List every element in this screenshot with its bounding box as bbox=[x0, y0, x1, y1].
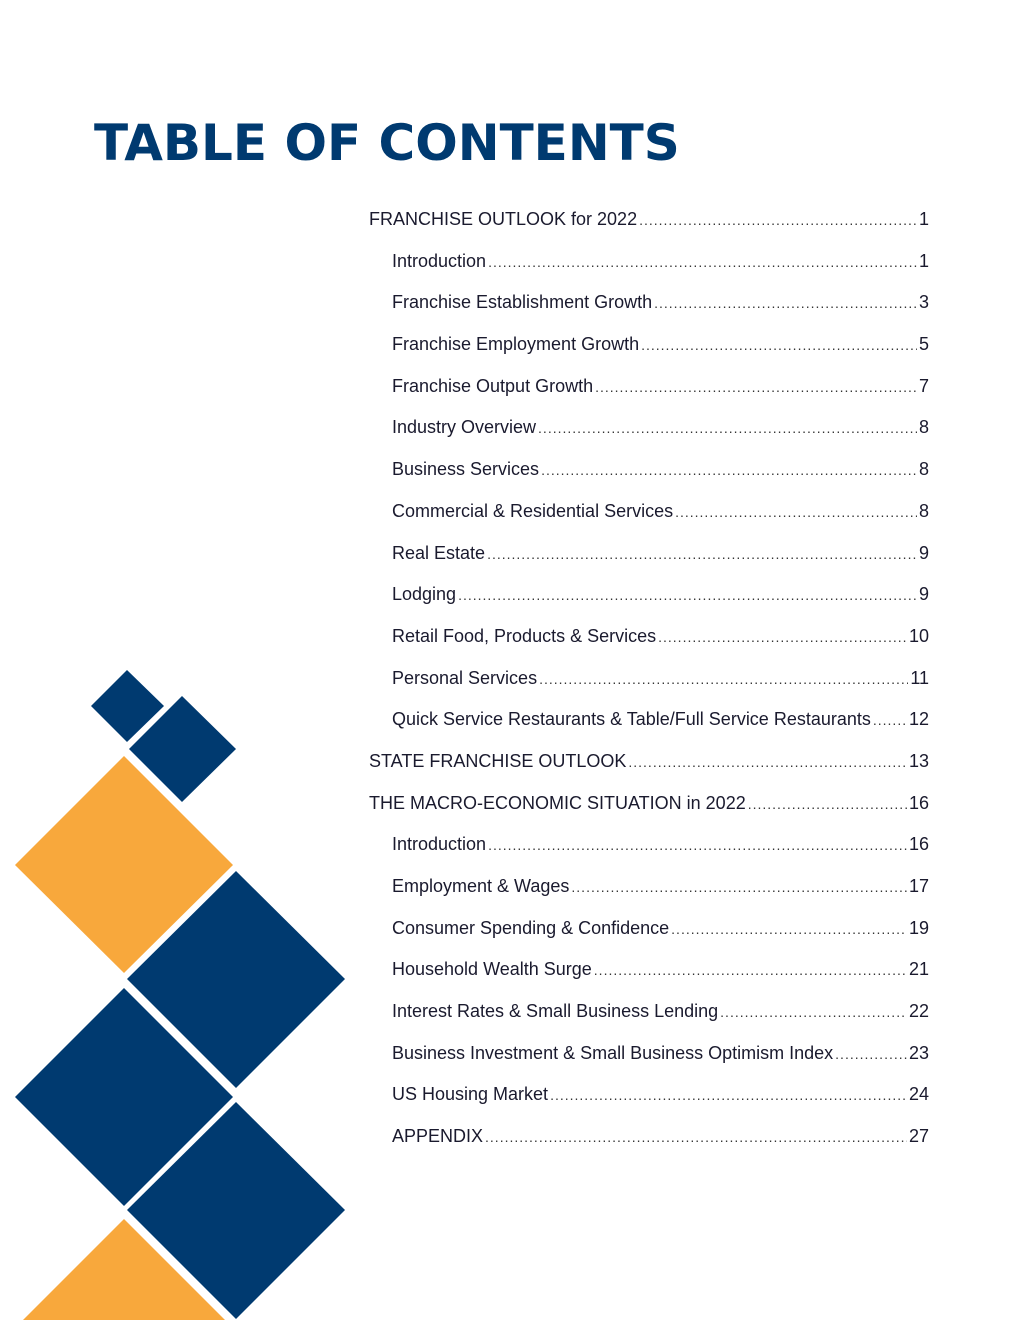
toc-leader-dots bbox=[550, 1075, 907, 1117]
toc-entry[interactable] bbox=[369, 866, 929, 908]
toc-entry-label: Household Wealth Surge bbox=[392, 959, 592, 980]
toc-entry-page: 1 bbox=[918, 209, 929, 229]
table-of-contents bbox=[369, 199, 929, 1158]
toc-entry-label: Commercial & Residential Services bbox=[392, 500, 674, 521]
toc-entry[interactable] bbox=[369, 949, 929, 991]
toc-entry[interactable] bbox=[369, 741, 929, 783]
toc-entry[interactable] bbox=[369, 908, 929, 950]
toc-entry-label: Quick Service Restaurants & Table/Full Service Restaurants bbox=[392, 709, 871, 730]
toc-entry[interactable] bbox=[369, 199, 929, 241]
toc-entry-page: 19 bbox=[908, 917, 929, 938]
toc-entry-label: Franchise Output Growth bbox=[392, 375, 594, 396]
toc-leader-dots bbox=[485, 1117, 907, 1159]
toc-entry[interactable] bbox=[369, 616, 929, 658]
toc-entry-label: Franchise Establishment Growth bbox=[392, 292, 653, 313]
toc-entry[interactable] bbox=[369, 1116, 929, 1158]
toc-entry-page: 12 bbox=[908, 709, 929, 730]
toc-entry-label: STATE FRANCHISE OUTLOOK bbox=[369, 750, 627, 771]
toc-entry-label: Business Investment & Small Business Optimism Index bbox=[392, 1042, 834, 1063]
toc-entry-page: 5 bbox=[918, 334, 929, 355]
toc-entry[interactable] bbox=[369, 282, 929, 324]
toc-leader-dots bbox=[873, 700, 907, 742]
toc-leader-dots bbox=[748, 784, 907, 826]
toc-leader-dots bbox=[538, 408, 917, 450]
toc-leader-dots bbox=[835, 1034, 907, 1076]
toc-entry-label: APPENDIX bbox=[392, 1126, 484, 1147]
toc-entry-page: 22 bbox=[908, 1001, 929, 1022]
toc-entry-label: Introduction bbox=[392, 834, 487, 855]
toc-leader-dots bbox=[639, 200, 917, 242]
toc-entry-page: 1 bbox=[918, 250, 929, 271]
toc-leader-dots bbox=[671, 909, 907, 951]
toc-entry-page: 24 bbox=[908, 1084, 929, 1105]
toc-entry-page: 3 bbox=[918, 292, 929, 313]
toc-entry-page: 9 bbox=[918, 584, 929, 605]
toc-entry-label: Franchise Employment Growth bbox=[392, 334, 640, 355]
toc-leader-dots bbox=[488, 242, 917, 284]
toc-entry[interactable] bbox=[369, 241, 929, 283]
toc-leader-dots bbox=[658, 617, 907, 659]
toc-entry-page: 27 bbox=[908, 1126, 929, 1147]
toc-leader-dots bbox=[541, 450, 917, 492]
toc-entry-label: Retail Food, Products & Services bbox=[392, 625, 657, 646]
toc-entry-label: Interest Rates & Small Business Lending bbox=[392, 1001, 719, 1022]
toc-entry-page: 23 bbox=[908, 1042, 929, 1063]
toc-entry-page: 13 bbox=[908, 750, 929, 771]
toc-leader-dots bbox=[488, 825, 907, 867]
toc-entry-page: 16 bbox=[908, 834, 929, 855]
toc-entry[interactable] bbox=[369, 533, 929, 575]
toc-leader-dots bbox=[720, 992, 907, 1034]
toc-entry[interactable] bbox=[369, 783, 929, 825]
toc-entry[interactable] bbox=[369, 991, 929, 1033]
toc-entry-page: 8 bbox=[918, 417, 929, 438]
toc-leader-dots bbox=[594, 950, 907, 992]
toc-leader-dots bbox=[487, 534, 917, 576]
toc-entry-label: Introduction bbox=[392, 250, 487, 271]
toc-entry-page: 17 bbox=[908, 876, 929, 896]
toc-entry[interactable] bbox=[369, 574, 929, 616]
toc-entry-label: Business Services bbox=[392, 459, 540, 480]
decorative-diamonds bbox=[0, 660, 360, 1320]
toc-entry-page: 8 bbox=[918, 500, 929, 521]
toc-entry[interactable] bbox=[369, 324, 929, 366]
toc-entry-page: 7 bbox=[918, 375, 929, 396]
toc-leader-dots bbox=[641, 325, 917, 367]
toc-entry[interactable] bbox=[369, 1074, 929, 1116]
toc-entry-page: 16 bbox=[908, 792, 929, 813]
toc-entry-label: FRANCHISE OUTLOOK for 2022 bbox=[369, 209, 638, 229]
toc-entry-page: 21 bbox=[908, 959, 929, 980]
page-title: TABLE OF CONTENTS bbox=[94, 114, 680, 172]
toc-leader-dots bbox=[539, 659, 908, 701]
toc-entry-label: THE MACRO-ECONOMIC SITUATION in 2022 bbox=[369, 792, 746, 813]
toc-leader-dots bbox=[458, 575, 917, 617]
toc-entry-label: Consumer Spending & Confidence bbox=[392, 917, 670, 938]
toc-entry-label: Industry Overview bbox=[392, 417, 537, 438]
toc-entry-page: 10 bbox=[908, 625, 929, 646]
toc-entry[interactable] bbox=[369, 824, 929, 866]
toc-entry[interactable] bbox=[369, 658, 929, 700]
toc-leader-dots bbox=[654, 283, 917, 325]
toc-leader-dots bbox=[571, 867, 907, 909]
toc-entry-page: 9 bbox=[918, 542, 929, 563]
toc-entry[interactable] bbox=[369, 366, 929, 408]
toc-leader-dots bbox=[628, 742, 907, 784]
toc-entry[interactable] bbox=[369, 699, 929, 741]
toc-leader-dots bbox=[595, 367, 917, 409]
toc-entry-label: Real Estate bbox=[392, 542, 486, 563]
toc-entry-page: 8 bbox=[918, 459, 929, 480]
toc-entry[interactable] bbox=[369, 491, 929, 533]
toc-entry-label: Personal Services bbox=[392, 667, 538, 688]
toc-entry[interactable] bbox=[369, 1033, 929, 1075]
toc-entry-label: US Housing Market bbox=[392, 1084, 549, 1105]
toc-entry-label: Lodging bbox=[392, 584, 457, 605]
toc-entry-label: Employment & Wages bbox=[392, 876, 570, 896]
toc-entry[interactable] bbox=[369, 449, 929, 491]
toc-entry[interactable] bbox=[369, 407, 929, 449]
toc-leader-dots bbox=[675, 492, 917, 534]
toc-entry-page: 11 bbox=[910, 667, 929, 688]
